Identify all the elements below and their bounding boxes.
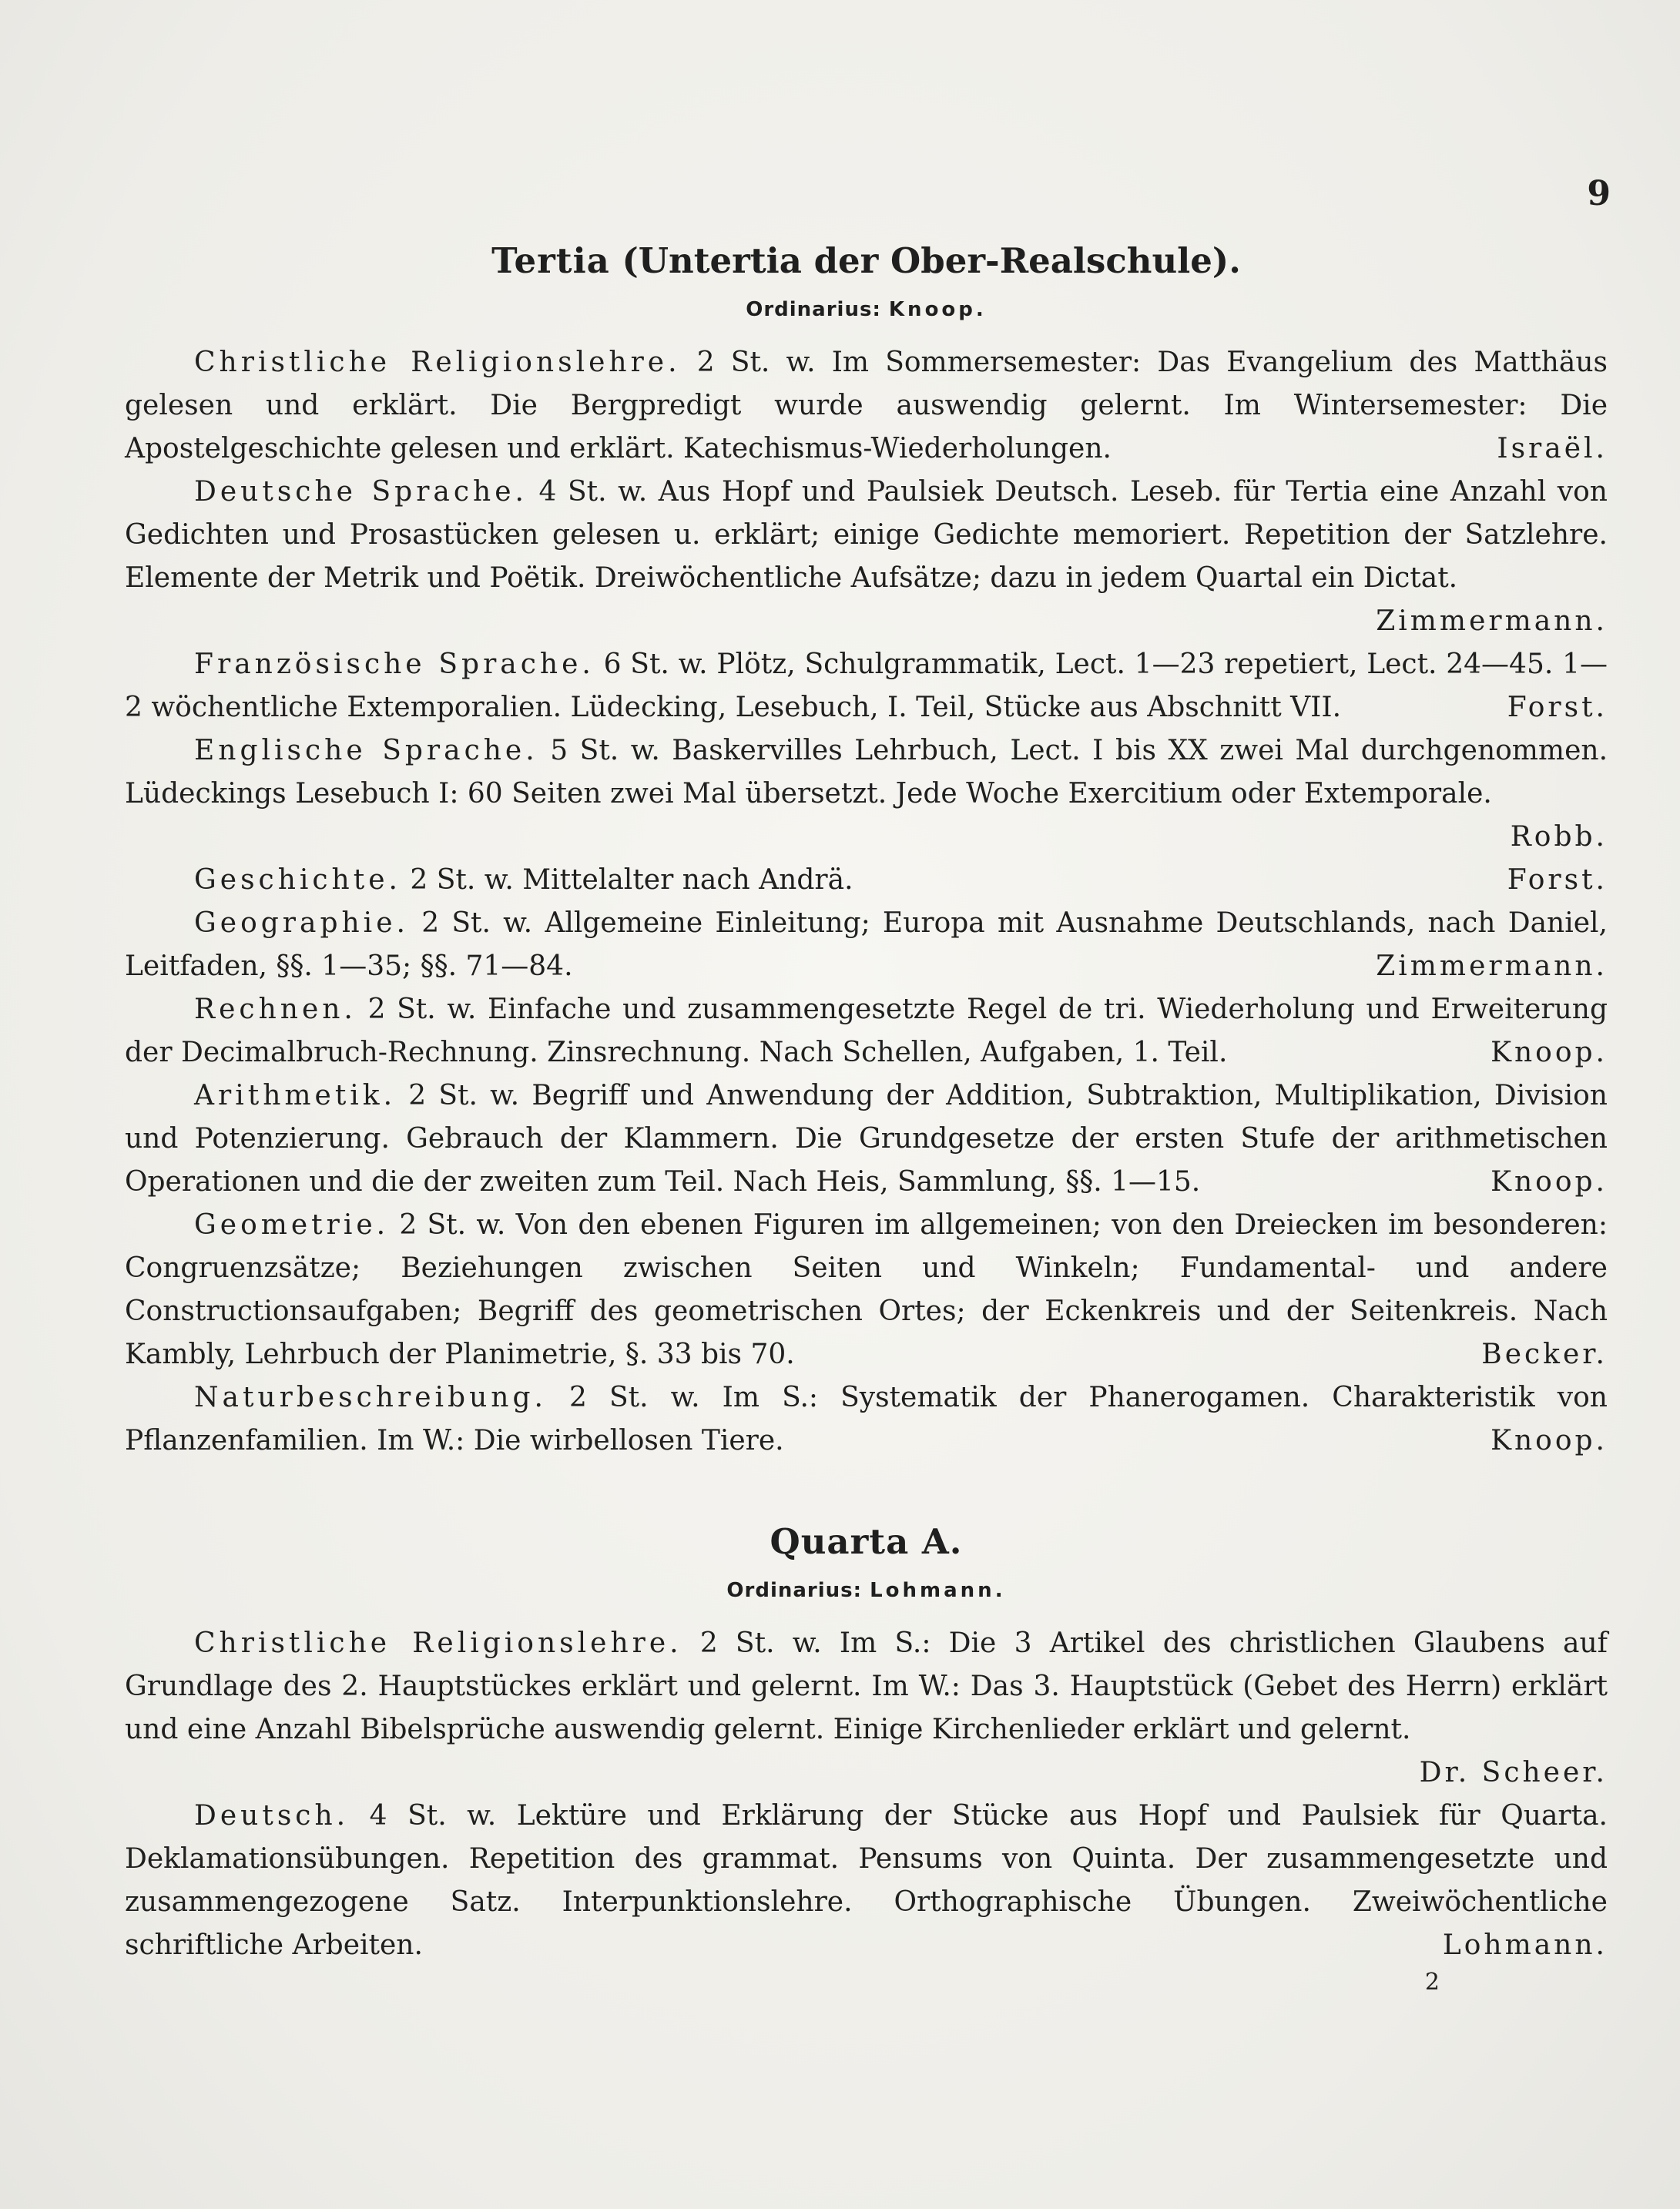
subject-entry (125, 988, 1608, 1074)
ordinarius-label: Ordinarius: (746, 298, 881, 321)
teacher-name: Zimmermann. (1376, 605, 1608, 637)
subject-name: Christliche Religionslehre. (194, 1627, 682, 1659)
tertia-subtitle: (Untertia der Ober-Realschule). (622, 240, 1241, 281)
teacher-name: Israël. (1497, 433, 1608, 464)
subject-entry (125, 1622, 1608, 1795)
subject-name: Deutsche Sprache. (194, 476, 528, 508)
subject-name: Englische Sprache. (194, 735, 538, 766)
quarta-ordinarius (125, 1579, 1608, 1602)
subject-description: 2 St. w. Begriff und Anwendung der Addition, Subtraktion, Multiplikation, Division und Potenzierung. Gebrauch der Klammern. Die Grundgesetze der ersten Stufe der arithmetischen Operationen und die der zweiten zum Teil. Nach Heis, Sammlung, §§. 1—15. (125, 1080, 1608, 1198)
teacher-name: Knoop. (1491, 1037, 1608, 1068)
subject-description: 2 St. w. Im Sommersemester: Das Evangelium des Matthäus gelesen und erklärt. Die Bergpredigt wurde auswendig gelernt. Im Wintersemester: Die Apostelgeschichte gelesen und erklärt. Katechismus-Wiederholungen. (125, 347, 1608, 464)
subject-entry (125, 902, 1608, 988)
teacher-name: Lohmann. (1442, 1929, 1608, 1961)
subject-name: Deutsch. (194, 1800, 350, 1832)
subject-name: Geschichte. (194, 864, 401, 896)
tertia-heading (125, 240, 1608, 281)
subject-entry (125, 341, 1608, 471)
ordinarius-name: Lohmann. (870, 1579, 1006, 1602)
subject-name: Christliche Religionslehre. (194, 347, 681, 378)
teacher-name: Knoop. (1491, 1166, 1608, 1198)
printer-signature: 2 (1424, 1969, 1440, 1996)
subject-description: 4 St. w. Lektüre und Erklärung der Stücke aus Hopf und Paulsiek für Quarta. Deklamationsübungen. Repetition des grammat. Pensums von Quinta. Der zusammengesetzte und zusammengezogene Satz. Interpunktionslehre. Orthographische Übungen. Zweiwöchentliche schriftliche Arbeiten. (125, 1800, 1608, 1961)
subject-description: 2 St. w. Mittelalter nach Andrä. (410, 864, 853, 896)
subject-entry (125, 643, 1608, 729)
subject-entry (125, 729, 1608, 859)
subject-description: 2 St. w. Von den ebenen Figuren im allgemeinen; von den Dreiecken im besonderen: Congruenzsätze; Beziehungen zwischen Seiten und Winkeln; Fundamental- und andere Constructionsaufgaben; Begriff des geometrischen Ortes; der Eckenkreis und der Seitenkreis. Nach Kambly, Lehrbuch der Planimetrie, §. 33 bis 70. (125, 1209, 1608, 1370)
teacher-name: Robb. (1510, 821, 1608, 853)
quarta-entries (125, 1622, 1608, 1967)
subject-description: 5 St. w. Baskervilles Lehrbuch, Lect. I bis XX zwei Mal durchgenommen. Lüdeckings Lesebuch I: 60 Seiten zwei Mal übersetzt. Jede Woche Exercitium oder Extemporale. (125, 735, 1608, 810)
subject-name: Französische Sprache. (194, 649, 595, 680)
quarta-title: Quarta A. (770, 1521, 963, 1562)
subject-name: Geographie. (194, 907, 409, 939)
tertia-entries (125, 341, 1608, 1463)
tertia-section (125, 240, 1608, 1463)
quarta-heading (125, 1521, 1608, 1562)
tertia-title: Tertia (491, 240, 610, 281)
subject-description: 6 St. w. Plötz, Schulgrammatik, Lect. 1—23 repetiert, Lect. 24—45. 1—2 wöchentliche Extemporalien. Lüdecking, Lesebuch, I. Teil, Stücke aus Abschnitt VII. (125, 649, 1608, 723)
teacher-name: Knoop. (1491, 1425, 1608, 1456)
quarta-section (125, 1521, 1608, 1967)
subject-entry (125, 1074, 1608, 1204)
subject-description: 2 St. w. Im S.: Die 3 Artikel des christlichen Glaubens auf Grundlage des 2. Hauptstückes erklärt und gelernt. Im W.: Das 3. Hauptstück (Gebet des Herrn) erklärt und eine Anzahl Bibelsprüche auswendig gelernt. Einige Kirchenlieder erklärt und gelernt. (125, 1627, 1608, 1745)
teacher-name: Dr. Scheer. (1419, 1757, 1608, 1788)
subject-name: Rechnen. (194, 994, 357, 1025)
subject-description: 4 St. w. Aus Hopf und Paulsiek Deutsch. Leseb. für Tertia eine Anzahl von Gedichten und Prosastücken gelesen u. erklärt; einige Gedichte memoriert. Repetition der Satzlehre. Elemente der Metrik und Poëtik. Dreiwöchentliche Aufsätze; dazu in jedem Quartal ein Dictat. (125, 476, 1608, 594)
subject-name: Naturbeschreibung. (194, 1382, 547, 1413)
subject-entry (125, 471, 1608, 643)
subject-name: Arithmetik. (194, 1080, 397, 1111)
ordinarius-label: Ordinarius: (726, 1579, 863, 1602)
teacher-name: Forst. (1507, 864, 1608, 896)
page-number: 9 (1587, 174, 1611, 213)
teacher-name: Becker. (1481, 1339, 1608, 1370)
teacher-name: Zimmermann. (1376, 950, 1608, 982)
subject-description: 2 St. w. Allgemeine Einleitung; Europa mit Ausnahme Deutschlands, nach Daniel, Leitfaden, §§. 1—35; §§. 71—84. (125, 907, 1608, 982)
subject-entry (125, 1376, 1608, 1463)
subject-description: 2 St. w. Im S.: Systematik der Phanerogamen. Charakteristik von Pflanzenfamilien. Im W.: Die wirbellosen Tiere. (125, 1382, 1608, 1456)
tertia-ordinarius (125, 298, 1608, 321)
teacher-name: Forst. (1507, 692, 1608, 723)
subject-entry (125, 1204, 1608, 1376)
subject-entry (125, 1795, 1608, 1967)
subject-description: 2 St. w. Einfache und zusammengesetzte Regel de tri. Wiederholung und Erweiterung der Decimalbruch-Rechnung. Zinsrechnung. Nach Schellen, Aufgaben, 1. Teil. (125, 994, 1608, 1068)
subject-entry (125, 859, 1608, 902)
subject-name: Geometrie. (194, 1209, 390, 1241)
ordinarius-name: Knoop. (888, 298, 987, 321)
